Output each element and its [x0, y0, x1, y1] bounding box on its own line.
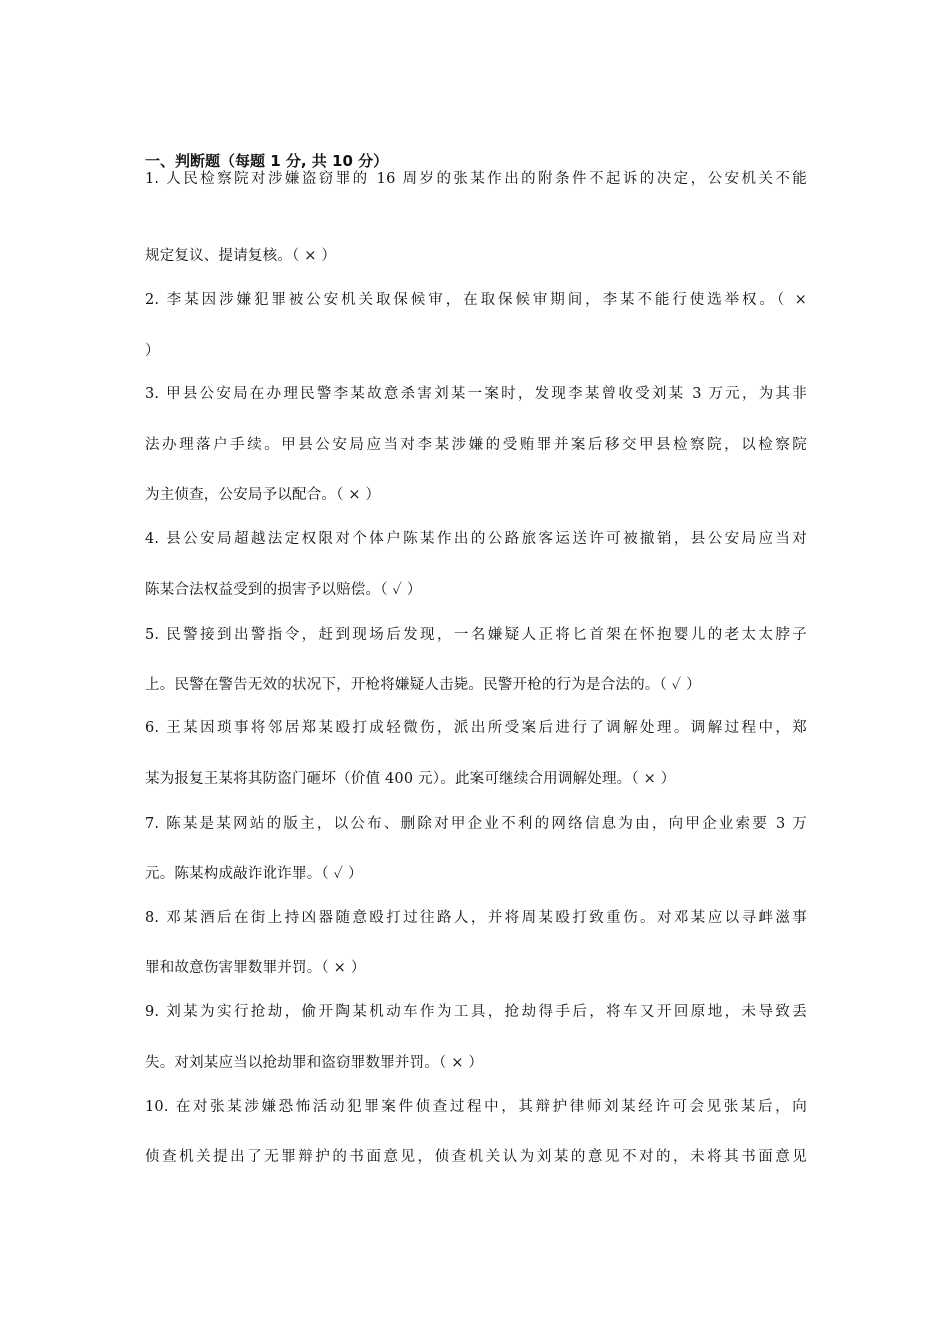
question-5-line-2: 上。民警在警告无效的状况下，开枪将嫌疑人击毙。民警开枪的行为是合法的。（ ✓ ）: [145, 677, 701, 693]
question-9-line-2: 失。对刘某应当以抢劫罪和盗窃罪数罪并罚。（ × ）: [145, 1055, 484, 1071]
question-6-line-2: 某为报复王某将其防盗门砸坏（价值 400 元）。此案可继续合用调解处理。（ × ）: [145, 771, 676, 787]
question-1-line-1: 1. 人民检察院对涉嫌盗窃罪的 16 周岁的张某作出的附条件不起诉的决定，公安机关不能: [145, 171, 807, 187]
question-7-line-2: 元。陈某构成敲诈讹诈罪。（ ✓ ）: [145, 866, 363, 882]
question-7-line-1: 7. 陈某是某网站的版主，以公布、删除对甲企业不利的网络信息为由，向甲企业索要 3 万: [145, 816, 807, 832]
question-2-line-2: ）: [145, 343, 160, 359]
question-3-line-3: 为主侦查，公安局予以配合。（ × ）: [145, 487, 381, 503]
question-1-line-2: 规定复议、提请复核。（ × ）: [145, 248, 337, 264]
question-2-line-1: 2. 李某因涉嫌犯罪被公安机关取保候审，在取保候审期间，李某不能行使选举权。（ ×: [145, 292, 807, 308]
question-3-line-2: 法办理落户手续。甲县公安局应当对李某涉嫌的受贿罪并案后移交甲县检察院，以检察院: [145, 437, 807, 453]
question-8-line-2: 罪和故意伤害罪数罪并罚。（ × ）: [145, 960, 366, 976]
question-4-line-2: 陈某合法权益受到的损害予以赔偿。（ ✓ ）: [145, 582, 422, 598]
question-5-line-1: 5. 民警接到出警指令，赶到现场后发现，一名嫌疑人正将匕首架在怀抱婴儿的老太太脖子: [145, 627, 807, 643]
question-8-line-1: 8. 邓某酒后在街上持凶器随意殴打过往路人，并将周某殴打致重伤。对邓某应以寻衅滋事: [145, 910, 807, 926]
section-title: 一、判断题（每题 1 分, 共 10 分）: [145, 152, 389, 170]
question-9-line-1: 9. 刘某为实行抢劫，偷开陶某机动车作为工具，抢劫得手后，将车又开回原地，未导致丢: [145, 1004, 807, 1020]
question-4-line-1: 4. 县公安局超越法定权限对个体户陈某作出的公路旅客运送许可被撤销，县公安局应当对: [145, 531, 807, 547]
question-3-line-1: 3. 甲县公安局在办理民警李某故意杀害刘某一案时，发现李某曾收受刘某 3 万元，为其非: [145, 386, 807, 402]
question-10-line-1: 10. 在对张某涉嫌恐怖活动犯罪案件侦查过程中，其辩护律师刘某经许可会见张某后，向: [145, 1099, 807, 1115]
question-10-line-2: 侦查机关提出了无罪辩护的书面意见，侦查机关认为刘某的意见不对的，未将其书面意见: [145, 1149, 807, 1165]
question-6-line-1: 6. 王某因琐事将邻居郑某殴打成轻微伤，派出所受案后进行了调解处理。调解过程中，郑: [145, 720, 807, 736]
